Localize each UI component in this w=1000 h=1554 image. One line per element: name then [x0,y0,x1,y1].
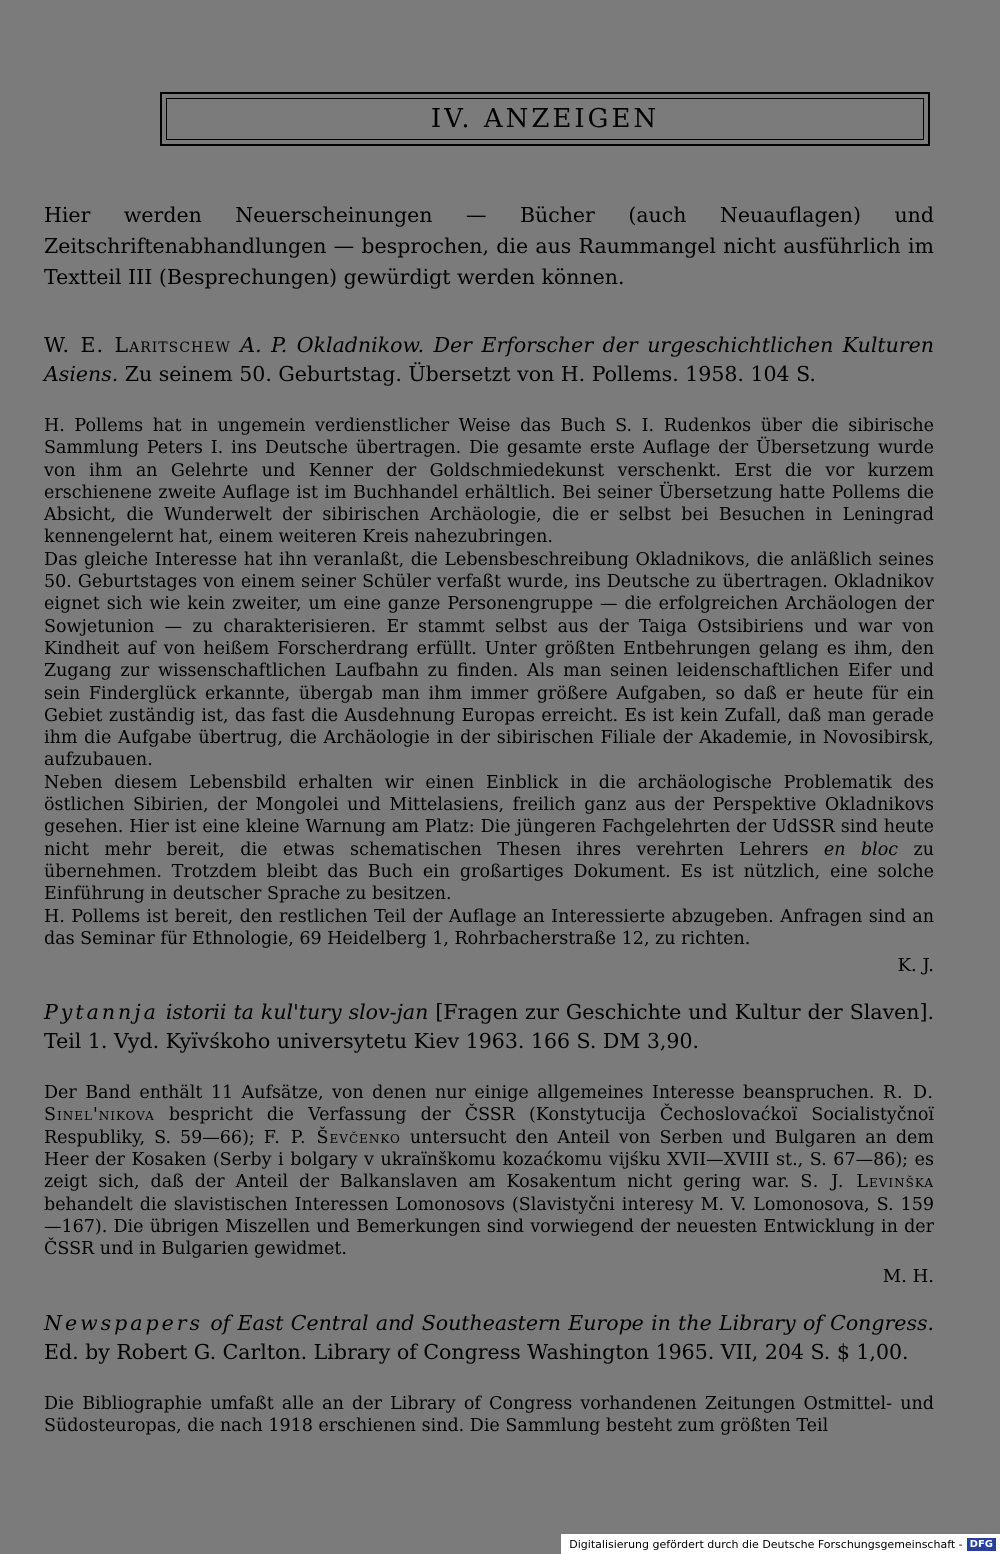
entry-2-author-2: F. P. Ševčenko [263,1127,401,1148]
entry-2-text-1: Der Band enthält 11 Aufsätze, von denen nur einige allgemeines Interesse beanspruchen. [44,1083,883,1104]
entry-1-heading [44,331,934,389]
entry-1-paragraph-1: H. Pollems hat in ungemein verdienstlicher Weise das Buch S. I. Rudenkos über die sibirische Sammlung Peters I. ins Deutsche übertragen. Die gesamte erste Auflage der Übersetzung wurde von ihm an Gelehrte und Kenner der Goldschmiedekunst verschenkt. Erst die vor kurzem erschienene zweite Auflage ist im Buchhandel erhältlich. Bei seiner Übersetzung hatte Pollems die Absicht, die Wunderwelt der sibirischen Archäologie, die er selbst bei Besuchen in Leningrad kennengelernt hat, einem weiteren Kreis nahezubringen. [44,416,934,548]
entry-2-heading [44,998,934,1056]
entry-2-text-2: bespricht die Verfassung der ČSSR (Konstytucija Čechoslovaćkoï Socialistyčnoï Respubliky, S. 59—66); [44,1105,934,1148]
entry-3-body [44,1393,934,1438]
entry-2-author-3: S. J. Levinška [800,1172,934,1193]
entry-1-paragraph-3 [44,772,934,906]
entry-1-p3-text-b: zu übernehmen. Trotzdem bleibt das Buch ein großartiges Dokument. Es ist nützlich, eine solche Einführung in deutscher Sprache zu besitzen. [44,839,934,905]
review-entry-2 [44,998,934,1288]
entry-2-text-4: behandelt die slavistischen Interessen Lomonosovs (Slavistyčni interesy M. V. Lomonosova, S. 159—167). Die übrigen Miszellen und Bemerkungen sind vorwiegend der neuesten Entwicklung in der ČSSR und in Bulgarien gewidmet. [44,1194,934,1260]
entry-2-paragraph [44,1082,934,1260]
entry-1-paragraph-2: Das gleiche Interesse hat ihn veranlaßt, die Lebensbeschreibung Okladnikovs, die anläßlich seines 50. Geburtstages von einem seiner Schüler verfaßt wurde, ins Deutsche zu übertragen. Okladnikov eignet sich wie kein zweiter, um eine ganze Personengruppe — die erfolgreichen Archäologen der Sowjetunion — zu charakterisieren. Er stammt selbst aus der Taiga Ostsibiriens und war von Kindheit auf von heißem Forscherdrang erfüllt. Unter größten Entbehrungen gelang es ihm, den Zugang zur wissenschaftlichen Laufbahn zu finden. Als man seinen leidenschaftlichen Eifer und sein Finderglück erkannte, übergab man ihm immer größere Aufgaben, so daß er heute für ein Gebiet zuständig ist, das fast die Ausdehnung Europas erreicht. Es ist kein Zufall, daß man gerade ihm die Aufgabe übertrug, die Archäologie in der sibirischen Filiale der Akademie, in Novosibirsk, aufzubauen. [44,549,934,771]
entry-1-details: Zu seinem 50. Geburtstag. Übersetzt von H. Pollems. 1958. 104 S. [118,362,816,386]
entry-1-body [44,415,934,950]
intro-paragraph: Hier werden Neuerscheinungen — Bücher (auch Neuauflagen) und Zeitschriftenabhandlungen — besprochen, die aus Raummangel nicht ausführlich im Textteil III (Besprechungen) gewürdigt werden können. [44,203,934,289]
entry-1-p3-text-a: Neben diesem Lebensbild erhalten wir einen Einblick in die archäologische Problematik des östlichen Sibirien, der Mongolei und Mittelasiens, freilich ganz aus der Perspektive Okladnikovs gesehen. Hier ist eine kleine Warnung am Platz: Die jüngeren Fachgelehrten der UdSSR sind heute nicht mehr bereit, die etwas schematischen Thesen ihres verehrten Lehrers [44,772,934,860]
entry-1-signature: K. J. [897,955,934,977]
footer-text: Digitalisierung gefördert durch die Deutsche Forschungsgemeinschaft - [569,1537,963,1551]
section-title: IV. ANZEIGEN [430,104,660,134]
entry-1-author: W. E. Laritschew [44,333,231,357]
digitization-footer [561,1534,1000,1554]
entry-3-paragraph: Die Bibliographie umfaßt alle an der Library of Congress vorhandenen Zeitungen Ostmittel- und Südosteuropas, die nach 1918 erschienen sind. Die Sammlung besteht zum größten Teil [44,1393,934,1436]
section-header-frame [160,92,930,146]
review-entry-3 [44,1309,934,1438]
entry-3-title: of East Central and Southeastern Europe in the Library of Congress. [203,1310,934,1335]
entry-2-signature: M. H. [882,1265,934,1287]
dfg-logo[interactable]: DFG [967,1538,996,1551]
entry-3-heading [44,1309,934,1367]
entry-3-details: Ed. by Robert G. Carlton. Library of Congress Washington 1965. VII, 204 S. $ 1,00. [44,1339,909,1364]
page-content [44,200,934,1437]
entry-3-title-spaced: Newspapers [44,1310,204,1335]
entry-2-author-1: R. D. Sinel'nikova [44,1083,934,1126]
entry-2-details: [Fragen zur Geschichte und Kultur der Slaven]. Teil 1. Vyd. Kyïvśkoho universytetu Kiev 1963. 166 S. DM 3,90. [44,1000,935,1054]
entry-2-body [44,1082,934,1260]
entry-2-text-3: untersucht den Anteil von Serben und Bulgaren an dem Heer der Kosaken (Serby i bolgary v ukraïnškomu kozaćkomu vijśku XVII—XVIII st., S. 67—86); es zeigt sich, daß der Anteil der Balkanslaven am Kosakentum nicht gering war. [44,1127,934,1193]
review-entry-1 [44,331,934,978]
entry-2-title: istorii ta kul'tury slov-jan [158,1000,429,1025]
entry-1-title: A. P. Okladnikow. Der Erforscher der urgeschichtlichen Kulturen Asiens. [44,333,934,386]
entry-1-paragraph-4: H. Pollems ist bereit, den restlichen Teil der Auflage an Interessierte abzugeben. Anfragen sind an das Seminar für Ethnologie, 69 Heidelberg 1, Rohrbacherstraße 12, zu richten. [44,906,934,949]
entry-2-title-spaced: Pytannja [44,1000,159,1025]
entry-1-p3-italic: en bloc [823,839,899,860]
